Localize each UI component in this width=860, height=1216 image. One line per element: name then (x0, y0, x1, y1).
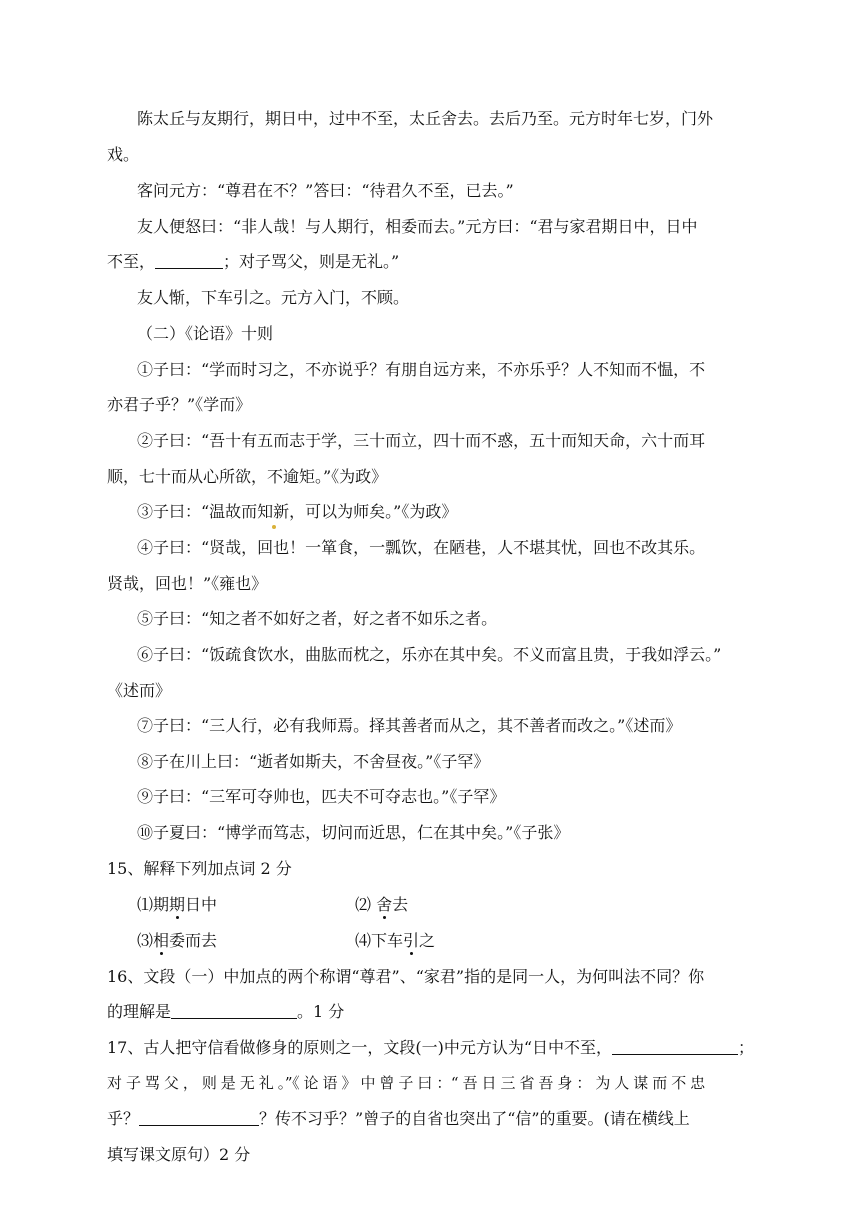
text-span: ⑷下车 (355, 931, 404, 950)
answer-blank[interactable] (139, 1109, 259, 1126)
text-span: ； (738, 1038, 755, 1057)
text-span: 之 (419, 931, 436, 950)
passage1-line: 友人便怒曰：“非人哉！与人期行，相委而去。”元方曰：“君与家君期日中，日中 (137, 217, 698, 236)
text-span: 乎？ (107, 1109, 140, 1128)
item-a (137, 895, 217, 914)
analects-item: 贤哉，回也！”《雍也》 (107, 574, 268, 593)
dotted-char: 相 (153, 931, 170, 950)
answer-blank[interactable] (171, 1002, 297, 1019)
text-span: ⑴期 (137, 895, 170, 914)
analects-item: ④子曰：“贤哉，回也！一箪食，一瓢饮，在陋巷，人不堪其忧，回也不改其乐。 (137, 538, 706, 557)
text-span: ？传不习乎？”曾子的自省也突出了“信”的重要。(请在横线上 (259, 1109, 690, 1128)
text-span: ⑶ (137, 931, 154, 950)
section-heading: （二）《论语》十则 (137, 324, 274, 343)
question-17: 对 子 骂 父 ， 则 是 无 礼 。”《 论 语 》 中 曾 子 曰 ：“ 吾 日 三 省 吾 身 ： 为 人 谋 而 不 忠 (107, 1074, 705, 1092)
analects-item: 《述而》 (107, 681, 172, 700)
question-17 (107, 1037, 754, 1059)
stray-mark (272, 525, 276, 529)
text-span: 委而去 (169, 931, 218, 950)
analects-item: ⑦子曰：“三人行，必有我师焉。择其善者而从之，其不善者而改之。”《述而》 (137, 716, 682, 735)
analects-item: 顺，七十而从心所欲，不逾矩。”《为政》 (107, 467, 388, 486)
analects-item: ⑧子在川上曰：“逝者如斯夫，不舍昼夜。”《子罕》 (137, 752, 490, 771)
dotted-char: 引 (403, 931, 420, 950)
question-15-stem: 15、解释下列加点词 2 分 (107, 859, 292, 878)
dotted-char: 舍 (376, 895, 393, 914)
passage1-line: 友人惭，下车引之。元方入门，不顾。 (137, 288, 410, 307)
analects-item: ③子曰：“温故而知新，可以为师矣。”《为政》 (137, 502, 458, 521)
text-span: 去 (392, 895, 409, 914)
text-span: 日中 (185, 895, 218, 914)
text-span: ⑵ (355, 895, 377, 914)
dotted-char: 期 (169, 895, 186, 914)
analects-item: ②子曰：“吾十有五而志于学，三十而立，四十而不惑，五十而知天命，六十而耳 (137, 431, 706, 450)
answer-blank[interactable] (612, 1038, 738, 1055)
text-span: ；对子骂父，则是无礼。” (223, 252, 400, 271)
analects-item: 亦君子乎？”《学而》 (107, 395, 252, 414)
item-d (355, 930, 435, 952)
item-b (355, 894, 408, 916)
analects-item: ⑥子曰：“饭疏食饮水，曲肱而枕之，乐亦在其中矣。不义而富且贵，于我如浮云。” (137, 645, 722, 664)
answer-blank[interactable] (155, 252, 223, 269)
analects-item: ⑤子曰：“知之者不如好之者，好之者不如乐之者。 (137, 609, 498, 628)
text-span: 的理解是 (107, 1002, 172, 1021)
analects-item: ⑨子曰：“三军可夺帅也，匹夫不可夺志也。”《子罕》 (137, 787, 506, 806)
question-16: 16、文段（一）中加点的两个称谓“尊君”、“家君”指的是同一人，为何叫法不同？你 (107, 967, 705, 986)
passage1-line: 戏。 (107, 145, 140, 164)
question-15-items (137, 894, 409, 916)
analects-item: ①子曰：“学而时习之，不亦说乎？有朋自远方来，不亦乐乎？人不知而不愠，不 (137, 360, 706, 379)
passage1-line (107, 251, 399, 273)
analects-item: ⑩子夏曰：“博学而笃志，切问而近思，仁在其中矣。”《子张》 (137, 823, 570, 842)
question-15-items (137, 930, 436, 952)
passage1-line: 陈太丘与友期行，期日中，过中不至，太丘舍去。去后乃至。元方时年七岁，门外 (137, 109, 714, 128)
item-c (137, 931, 217, 950)
text-span: 。1 分 (297, 1002, 345, 1021)
question-16 (107, 1001, 344, 1023)
text-span: 17、古人把守信看做修身的原则之一，文段(一)中元方认为“日中不至， (107, 1038, 613, 1057)
passage1-line: 客问元方：“尊君在不？”答曰：“待君久不至，已去。” (137, 181, 514, 200)
text-span: 不至， (107, 252, 156, 271)
question-17 (107, 1108, 690, 1130)
question-17: 填写课文原句）2 分 (107, 1145, 251, 1164)
